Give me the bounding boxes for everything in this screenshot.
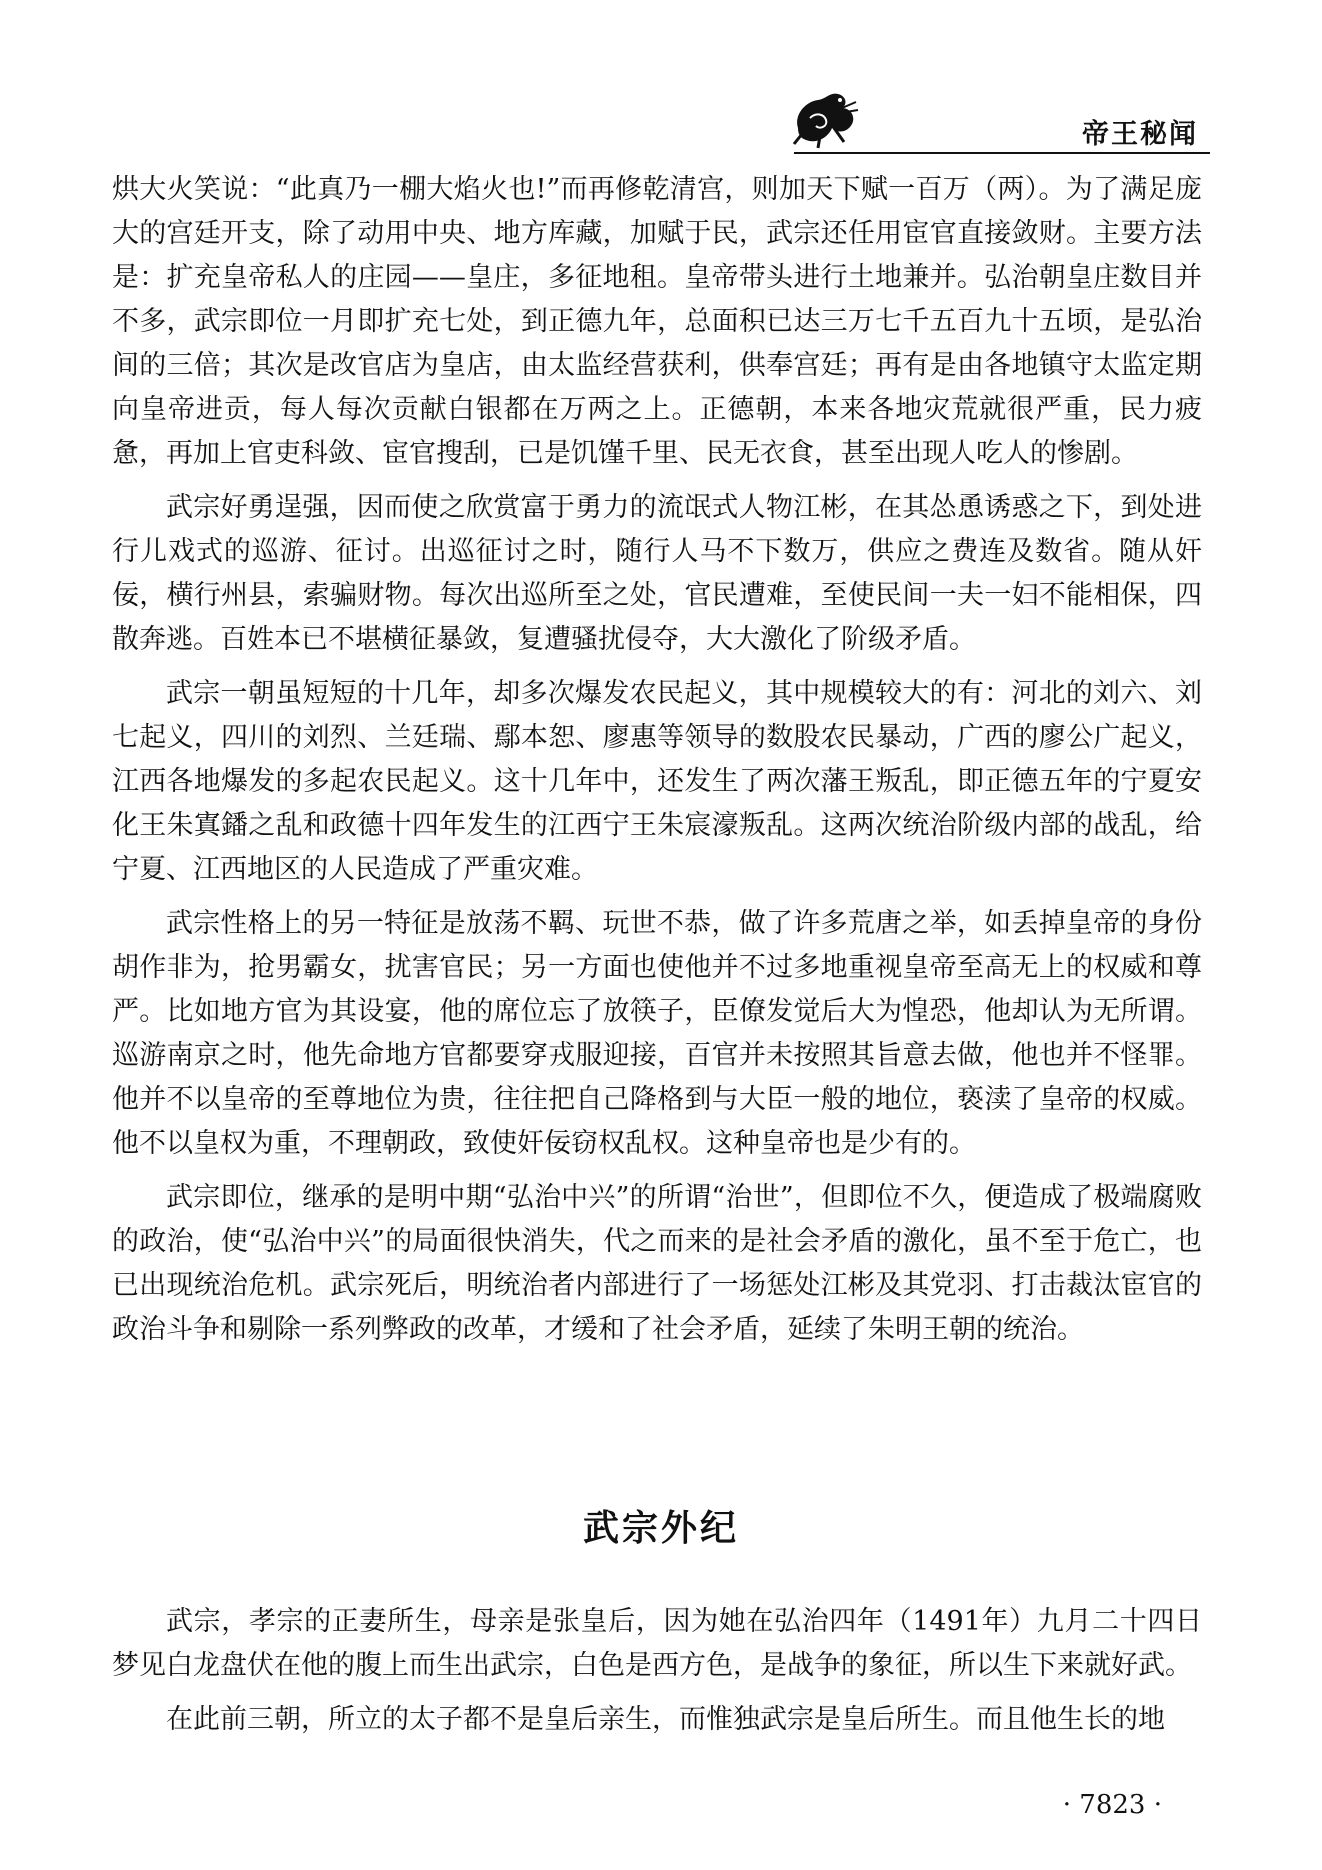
paragraph: 在此前三朝，所立的太子都不是皇后亲生，而惟独武宗是皇后所生。而且他生长的地 (166, 1704, 1165, 1735)
running-title: 帝王秘闻 (1082, 119, 1198, 150)
section-body-text (112, 1600, 1202, 1752)
page-header (790, 88, 1210, 158)
paragraph: 武宗即位，继承的是明中期“弘治中兴”的所谓“治世”，但即位不久，便造成了极端腐败的政治，使“弘治中兴”的局面很快消失，代之而来的是社会矛盾的激化，虽不至于危亡，也已出现统治危机。武宗死后，明统治者内部进行了一场惩处江彬及其党羽、打击裁汰宦官的政治斗争和剔除一系列弊政的改革，才缓和了社会矛盾，延续了朱明王朝的统治。 (112, 1182, 1202, 1345)
paragraph: 武宗，孝宗的正妻所生，母亲是张皇后，因为她在弘治四年（1491年）九月二十四日梦见白龙盘伏在他的腹上而生出武宗，白色是西方色，是战争的象征，所以生下来就好武。 (112, 1606, 1202, 1681)
section-title: 武宗外纪 (582, 1508, 739, 1549)
page-number: · 7823 · (1062, 1790, 1162, 1820)
header-rule (794, 152, 1210, 154)
paragraph: 武宗一朝虽短短的十几年，却多次爆发农民起义，其中规模较大的有：河北的刘六、刘七起义，四川的刘烈、兰廷瑞、鄢本恕、廖惠等领导的数股农民暴动，广西的廖公广起义，江西各地爆发的多起农民起义。这十几年中，还发生了两次藩王叛乱，即正德五年的宁夏安化王朱寘鐇之乱和政德十四年发生的江西宁王朱宸濠叛乱。这两次统治阶级内部的战乱，给宁夏、江西地区的人民造成了严重灾难。 (112, 678, 1202, 885)
paragraph: 武宗好勇逞强，因而使之欣赏富于勇力的流氓式人物江彬，在其怂恿诱惑之下，到处进行儿戏式的巡游、征讨。出巡征讨之时，随行人马不下数万，供应之费连及数省。随从奸佞，横行州县，索骗财物。每次出巡所至之处，官民遭难，至使民间一夫一妇不能相保，四散奔逃。百姓本已不堪横征暴敛，复遭骚扰侵夺，大大激化了阶级矛盾。 (112, 492, 1202, 655)
paragraph: 武宗性格上的另一特征是放荡不羁、玩世不恭，做了许多荒唐之举，如丢掉皇帝的身份胡作非为，抢男霸女，扰害官民；另一方面也使他并不过多地重视皇帝至高无上的权威和尊严。比如地方官为其设宴，他的席位忘了放筷子，臣僚发觉后大为惶恐，他却认为无所谓。巡游南京之时，他先命地方官都要穿戎服迎接，百官并未按照其旨意去做，他也并不怪罪。他并不以皇帝的至尊地位为贵，往往把自己降格到与大臣一般的地位，亵渎了皇帝的权威。他不以皇权为重，不理朝政，致使奸佞窃权乱权。这种皇帝也是少有的。 (112, 908, 1202, 1159)
dragon-icon (790, 88, 860, 150)
paragraph: 烘大火笑说：“此真乃一棚大焰火也!”而再修乾清宫，则加天下赋一百万（两）。为了满足庞大的宫廷开支，除了动用中央、地方库藏，加赋于民，武宗还任用宦官直接敛财。主要方法是：扩充皇帝私人的庄园——皇庄，多征地租。皇帝带头进行土地兼并。弘治朝皇庄数目并不多，武宗即位一月即扩充七处，到正德九年，总面积已达三万七千五百九十五顷，是弘治间的三倍；其次是改官店为皇店，由太监经营获利，供奉宫廷；再有是由各地镇守太监定期向皇帝进贡，每人每次贡献白银都在万两之上。正德朝，本来各地灾荒就很严重，民力疲惫，再加上官吏科敛、宦官搜刮，已是饥馑千里、民无衣食，甚至出现人吃人的惨剧。 (112, 174, 1202, 469)
body-text (112, 168, 1202, 1362)
